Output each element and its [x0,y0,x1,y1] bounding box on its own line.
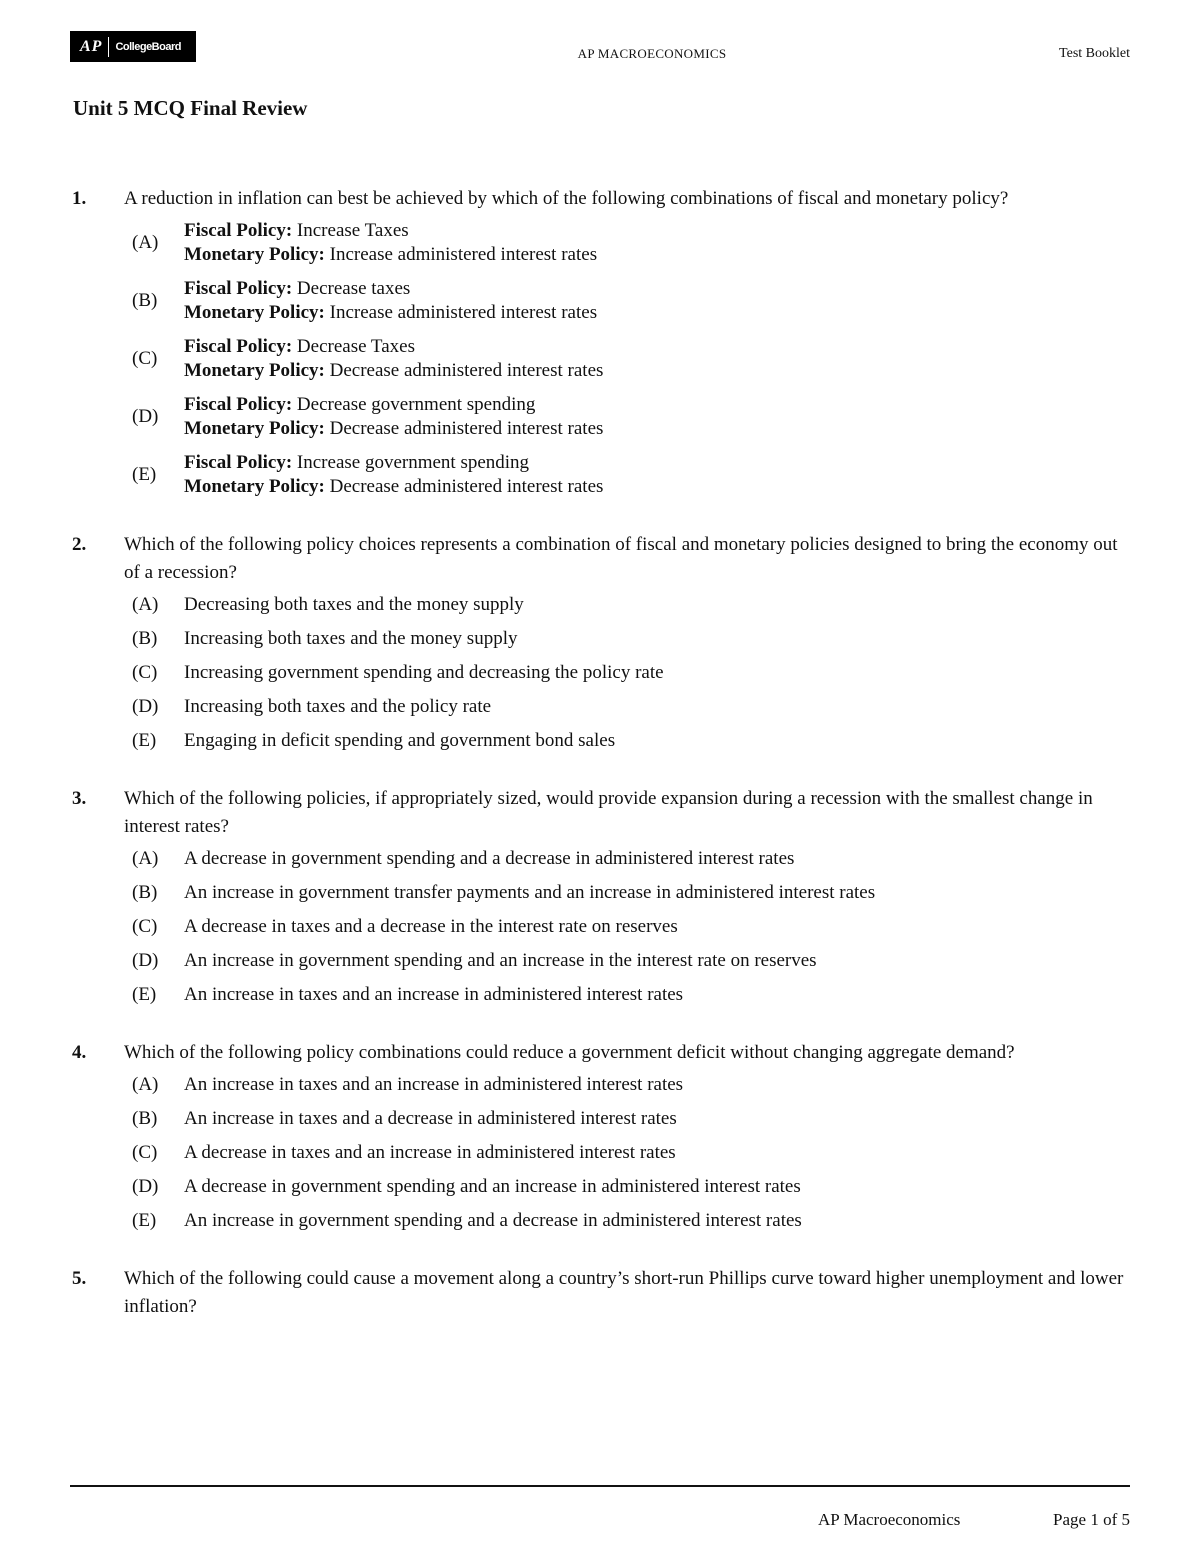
question-1 [72,185,1132,499]
option-text: A decrease in taxes and an increase in administered interest rates [184,1142,676,1163]
answer-option-e[interactable] [132,983,1132,1007]
fiscal-label: Fiscal Policy: [184,336,293,357]
option-text: A decrease in government spending and a decrease in administered interest rates [184,848,795,869]
question-number: 1. [72,188,87,209]
question-text: Which of the following policies, if appropriately sized, would provide expansion during a recession with the smallest change in interest rates? [124,788,1093,837]
monetary-value: Increase administered interest rates [329,302,598,323]
option-letter: (E) [132,1210,157,1231]
option-letter: (B) [132,628,158,649]
option-letter: (A) [132,848,159,869]
fiscal-label: Fiscal Policy: [184,220,293,241]
option-letter: (E) [132,464,157,485]
answer-options [132,1073,1132,1233]
fiscal-label: Fiscal Policy: [184,278,293,299]
question-2 [72,531,1132,753]
monetary-label: Monetary Policy: [184,418,325,439]
option-letter: (A) [132,232,159,253]
option-letter: (C) [132,348,158,369]
answer-option-c[interactable] [132,915,1132,939]
question-list [72,185,1132,1353]
fiscal-value: Decrease Taxes [296,336,415,357]
option-text: An increase in government spending and a decrease in administered interest rates [184,1210,802,1231]
footer-divider [70,1485,1130,1487]
answer-option-c[interactable] [132,661,1132,685]
option-letter: (A) [132,1074,159,1095]
answer-option-e[interactable] [132,729,1132,753]
question-4 [72,1039,1132,1233]
question-5 [72,1265,1132,1321]
question-3 [72,785,1132,1007]
fiscal-value: Increase government spending [296,452,530,473]
header-booklet: Test Booklet [1059,46,1130,61]
page-title: Unit 5 MCQ Final Review [73,96,308,120]
answer-option-d[interactable] [132,1175,1132,1199]
fiscal-label: Fiscal Policy: [184,452,293,473]
page-number: Page 1 of 5 [1053,1510,1130,1529]
option-letter: (C) [132,1142,158,1163]
answer-option-c[interactable] [132,1141,1132,1165]
fiscal-value: Decrease taxes [296,278,411,299]
option-text: Decreasing both taxes and the money supply [184,594,524,615]
option-letter: (E) [132,730,157,751]
option-text: Increasing both taxes and the policy rate [184,696,492,717]
option-letter: (D) [132,406,159,427]
option-letter: (A) [132,594,159,615]
answer-option-b[interactable] [132,881,1132,905]
answer-option-b[interactable] [132,627,1132,651]
answer-option-a[interactable] [132,847,1132,871]
answer-option-b[interactable] [132,277,1132,325]
answer-options [132,847,1132,1007]
option-text: Engaging in deficit spending and government bond sales [184,730,616,751]
answer-option-e[interactable] [132,1209,1132,1233]
answer-option-d[interactable] [132,695,1132,719]
option-letter: (E) [132,984,157,1005]
fiscal-label: Fiscal Policy: [184,394,293,415]
option-text: A decrease in taxes and a decrease in the interest rate on reserves [184,916,678,937]
answer-options [132,593,1132,753]
option-letter: (D) [132,696,159,717]
option-letter: (D) [132,950,159,971]
answer-option-e[interactable] [132,451,1132,499]
option-letter: (C) [132,916,158,937]
question-number: 3. [72,788,87,809]
answer-option-b[interactable] [132,1107,1132,1131]
option-letter: (D) [132,1176,159,1197]
option-text: An increase in taxes and an increase in administered interest rates [184,1074,684,1095]
question-text: Which of the following could cause a movement along a country’s short-run Phillips curve toward higher unemployment and lower inflation? [124,1268,1124,1317]
monetary-label: Monetary Policy: [184,360,325,381]
logo-ap-text: AP [80,37,103,55]
question-text: A reduction in inflation can best be achieved by which of the following combinations of fiscal and monetary policy? [124,188,1009,209]
answer-option-a[interactable] [132,593,1132,617]
question-number: 2. [72,534,87,555]
monetary-value: Decrease administered interest rates [329,360,604,381]
question-number: 4. [72,1042,87,1063]
fiscal-value: Decrease government spending [296,394,536,415]
option-text: An increase in government transfer payments and an increase in administered interest rates [184,882,876,903]
monetary-label: Monetary Policy: [184,244,325,265]
monetary-value: Increase administered interest rates [329,244,598,265]
answer-option-d[interactable] [132,949,1132,973]
monetary-label: Monetary Policy: [184,302,325,323]
monetary-label: Monetary Policy: [184,476,325,497]
question-number: 5. [72,1268,87,1289]
answer-options [132,219,1132,499]
option-text: A decrease in government spending and an increase in administered interest rates [184,1176,801,1197]
answer-option-a[interactable] [132,219,1132,267]
monetary-value: Decrease administered interest rates [329,476,604,497]
question-text: Which of the following policy combinations could reduce a government deficit without changing aggregate demand? [124,1042,1015,1063]
option-letter: (C) [132,662,158,683]
logo-org-text: CollegeBoard [115,40,181,53]
option-text: Increasing government spending and decreasing the policy rate [184,662,664,683]
option-text: An increase in government spending and an increase in the interest rate on reserves [184,950,817,971]
monetary-value: Decrease administered interest rates [329,418,604,439]
header-course: AP MACROECONOMICS [577,46,727,61]
option-letter: (B) [132,1108,158,1129]
option-letter: (B) [132,290,158,311]
answer-option-d[interactable] [132,393,1132,441]
answer-option-a[interactable] [132,1073,1132,1097]
answer-option-c[interactable] [132,335,1132,383]
option-text: Increasing both taxes and the money supply [184,628,518,649]
option-text: An increase in taxes and a decrease in administered interest rates [184,1108,677,1129]
option-letter: (B) [132,882,158,903]
footer-subject: AP Macroeconomics [818,1510,961,1529]
fiscal-value: Increase Taxes [296,220,409,241]
question-text: Which of the following policy choices represents a combination of fiscal and monetary policies designed to bring the economy out of a recession? [124,534,1118,583]
option-text: An increase in taxes and an increase in administered interest rates [184,984,684,1005]
